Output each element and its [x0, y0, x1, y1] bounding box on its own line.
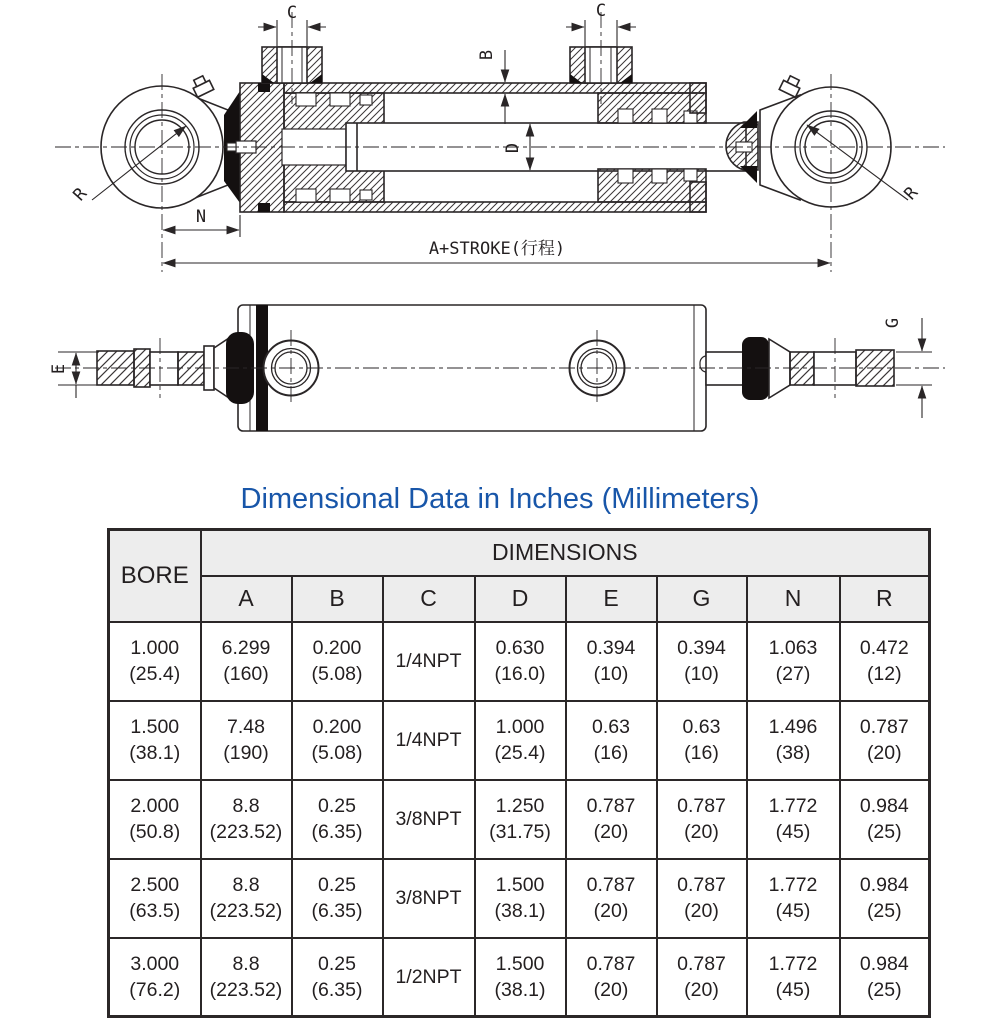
grease-fitting-right	[779, 74, 803, 97]
bore-header: BORE	[109, 530, 201, 622]
table-cell: 0.984 (25)	[840, 780, 930, 859]
table-cell: 0.25 (6.35)	[292, 859, 383, 938]
label-g: G	[883, 317, 903, 329]
table-cell: 1/2NPT	[383, 938, 475, 1017]
table-cell: 0.630 (16.0)	[475, 622, 566, 701]
table-row	[109, 701, 930, 780]
grease-fitting-left	[190, 74, 214, 97]
rod-eye-left	[101, 74, 228, 208]
table-cell: 7.48 (190)	[201, 701, 292, 780]
table-header-row-2	[109, 576, 930, 622]
table-cell: 0.787 (20)	[566, 938, 657, 1017]
rod-eye-right	[760, 74, 891, 207]
label-e: E	[49, 363, 69, 375]
table-cell: 0.200 (5.08)	[292, 701, 383, 780]
col-header-g: G	[657, 576, 747, 622]
table-cell: 8.8 (223.52)	[201, 780, 292, 859]
col-header-c: C	[383, 576, 475, 622]
table-header-row-1	[109, 530, 930, 576]
table-cell: 0.984 (25)	[840, 859, 930, 938]
label-c-left: C	[286, 3, 298, 23]
table-cell: 0.787 (20)	[657, 780, 747, 859]
table-cell: 0.787 (20)	[657, 938, 747, 1017]
table-cell: 1.000 (25.4)	[475, 701, 566, 780]
table-cell: 0.787 (20)	[566, 780, 657, 859]
dimensions-header: DIMENSIONS	[201, 530, 930, 576]
table-cell: 0.25 (6.35)	[292, 780, 383, 859]
table-row	[109, 859, 930, 938]
table-cell: 3/8NPT	[383, 859, 475, 938]
bore-cell: 2.000 (50.8)	[109, 780, 201, 859]
table-cell: 0.394 (10)	[566, 622, 657, 701]
table-cell: 0.25 (6.35)	[292, 938, 383, 1017]
table-cell: 1.250 (31.75)	[475, 780, 566, 859]
table-cell: 0.200 (5.08)	[292, 622, 383, 701]
table-cell: 1.772 (45)	[747, 938, 840, 1017]
table-cell: 6.299 (160)	[201, 622, 292, 701]
table-cell: 0.787 (20)	[657, 859, 747, 938]
table-cell: 3/8NPT	[383, 780, 475, 859]
col-header-b: B	[292, 576, 383, 622]
label-r-right: R	[900, 183, 923, 205]
bore-cell: 1.500 (38.1)	[109, 701, 201, 780]
dimensions-table	[107, 528, 931, 1018]
table-cell: 1.772 (45)	[747, 780, 840, 859]
col-header-n: N	[747, 576, 840, 622]
table-cell: 0.472 (12)	[840, 622, 930, 701]
table-cell: 1.500 (38.1)	[475, 859, 566, 938]
label-a-stroke: A+STROKE(行程)	[428, 239, 566, 259]
rod-end-right-plan	[706, 337, 894, 400]
table-cell: 1.063 (27)	[747, 622, 840, 701]
bore-cell: 3.000 (76.2)	[109, 938, 201, 1017]
col-header-d: D	[475, 576, 566, 622]
table-cell: 0.63 (16)	[566, 701, 657, 780]
label-b: B	[477, 49, 497, 61]
table-cell: 1.772 (45)	[747, 859, 840, 938]
table-cell: 1/4NPT	[383, 701, 475, 780]
table-cell: 8.8 (223.52)	[201, 938, 292, 1017]
bore-cell: 1.000 (25.4)	[109, 622, 201, 701]
col-header-e: E	[566, 576, 657, 622]
col-header-a: A	[201, 576, 292, 622]
table-cell: 0.787 (20)	[566, 859, 657, 938]
front-view	[92, 20, 908, 263]
col-header-r: R	[840, 576, 930, 622]
bore-cell: 2.500 (63.5)	[109, 859, 201, 938]
label-r-left: R	[69, 184, 92, 206]
table-cell: 0.394 (10)	[657, 622, 747, 701]
cylinder-drawing	[0, 0, 1000, 472]
table-cell: 1.496 (38)	[747, 701, 840, 780]
label-n: N	[195, 207, 207, 227]
table-row	[109, 780, 930, 859]
table-cell: 0.787 (20)	[840, 701, 930, 780]
table-cell: 1/4NPT	[383, 622, 475, 701]
label-d: D	[503, 142, 523, 154]
table-row	[109, 622, 930, 701]
table-cell: 8.8 (223.52)	[201, 859, 292, 938]
table-cell: 0.63 (16)	[657, 701, 747, 780]
label-c-right: C	[595, 1, 607, 21]
page-title: Dimensional Data in Inches (Millimeters)	[240, 483, 760, 515]
table-cell: 1.500 (38.1)	[475, 938, 566, 1017]
table-cell: 0.984 (25)	[840, 938, 930, 1017]
table-row	[109, 938, 930, 1017]
